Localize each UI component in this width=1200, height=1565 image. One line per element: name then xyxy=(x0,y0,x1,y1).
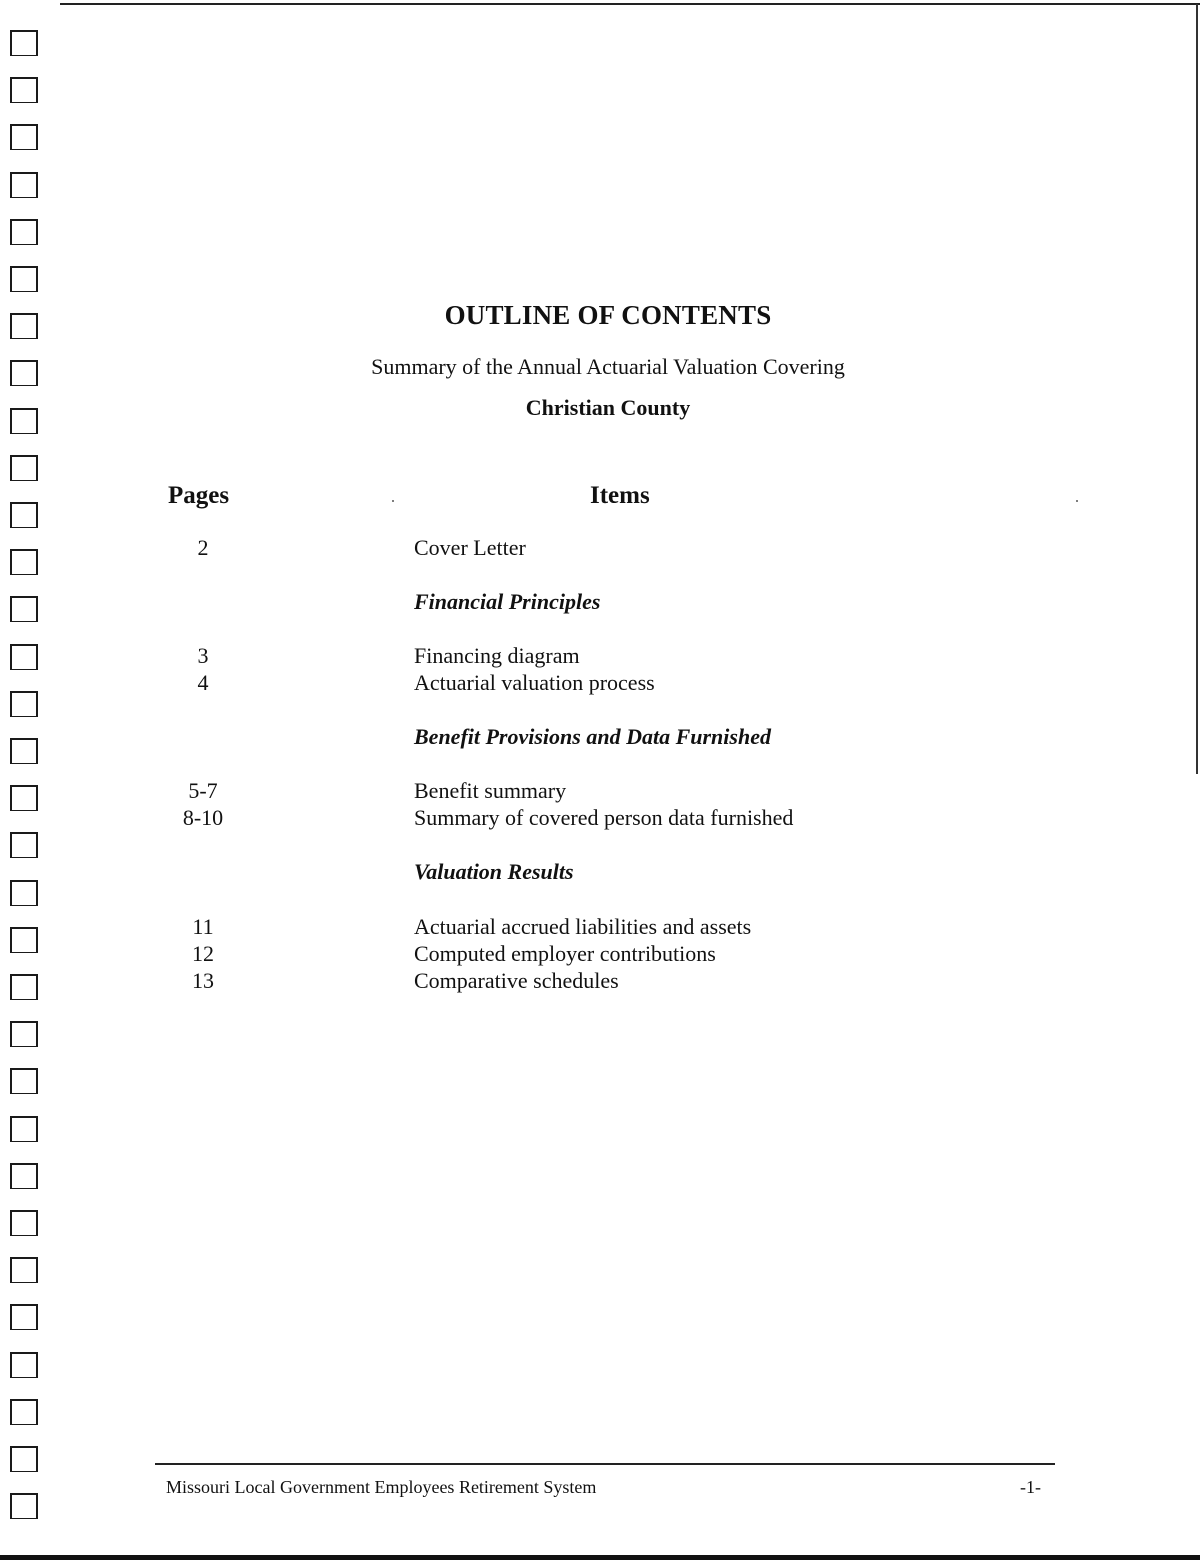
toc-page-number: 4 xyxy=(197,670,209,695)
toc-section-heading: Valuation Results xyxy=(414,859,574,884)
toc-item-label: Computed employer contributions xyxy=(414,941,716,966)
toc-section-row xyxy=(0,859,1200,887)
scan-speck xyxy=(1076,500,1078,502)
toc-item-label: Actuarial valuation process xyxy=(414,670,655,695)
toc-page-number: 13 xyxy=(192,968,214,993)
binding-hole xyxy=(10,1021,38,1047)
toc-page-number: 3 xyxy=(197,643,209,668)
footer-page-number: -1- xyxy=(1020,1477,1041,1497)
toc-row xyxy=(0,914,1200,942)
binding-hole xyxy=(10,77,38,103)
binding-hole xyxy=(10,219,38,245)
toc-page-number: 2 xyxy=(197,535,209,560)
toc-row xyxy=(0,670,1200,698)
binding-hole xyxy=(10,1304,38,1330)
toc-item-label: Financing diagram xyxy=(414,643,580,668)
toc-row xyxy=(0,968,1200,996)
toc-section-row xyxy=(0,724,1200,752)
toc-page-number: 11 xyxy=(192,914,214,939)
toc-item-label: Actuarial accrued liabilities and assets xyxy=(414,914,752,939)
toc-section-heading: Financial Principles xyxy=(414,589,601,614)
toc-row xyxy=(0,941,1200,969)
toc-row xyxy=(0,535,1200,563)
page-subtitle: Summary of the Annual Actuarial Valuation Covering xyxy=(371,354,845,379)
binding-hole xyxy=(10,1210,38,1236)
toc-item-label: Summary of covered person data furnished xyxy=(414,805,794,830)
toc-page-number: 8-10 xyxy=(182,805,224,830)
binding-hole xyxy=(10,1116,38,1142)
toc-page-number: 12 xyxy=(192,941,214,966)
items-column-header: Items xyxy=(590,482,650,509)
pages-column-header: Pages xyxy=(168,482,230,509)
toc-item-label: Comparative schedules xyxy=(414,968,619,993)
toc-section-row xyxy=(0,589,1200,617)
binding-hole xyxy=(10,1163,38,1189)
binding-hole xyxy=(10,1399,38,1425)
toc-row xyxy=(0,778,1200,806)
toc-section-heading: Benefit Provisions and Data Furnished xyxy=(414,724,771,749)
binding-hole xyxy=(10,172,38,198)
binding-hole xyxy=(10,832,38,858)
footer-rule xyxy=(155,1463,1055,1465)
toc-item-label: Cover Letter xyxy=(414,535,526,560)
binding-hole xyxy=(10,502,38,528)
binding-hole xyxy=(10,266,38,292)
binding-hole xyxy=(10,30,38,56)
binding-hole xyxy=(10,1493,38,1519)
binding-hole xyxy=(10,1352,38,1378)
toc-page-number: 5-7 xyxy=(188,778,218,803)
page-title: OUTLINE OF CONTENTS xyxy=(444,300,772,330)
county-name: Christian County xyxy=(525,395,691,420)
binding-hole xyxy=(10,124,38,150)
page-bottom-edge xyxy=(0,1555,1200,1560)
page-top-edge xyxy=(60,3,1200,5)
toc-item-label: Benefit summary xyxy=(414,778,567,803)
toc-row xyxy=(0,643,1200,671)
binding-hole xyxy=(10,1257,38,1283)
footer-organization: Missouri Local Government Employees Retirement System xyxy=(166,1477,597,1497)
scan-speck xyxy=(392,500,394,502)
binding-hole xyxy=(10,1068,38,1094)
binding-hole xyxy=(10,1446,38,1472)
toc-row xyxy=(0,805,1200,833)
binding-hole xyxy=(10,455,38,481)
